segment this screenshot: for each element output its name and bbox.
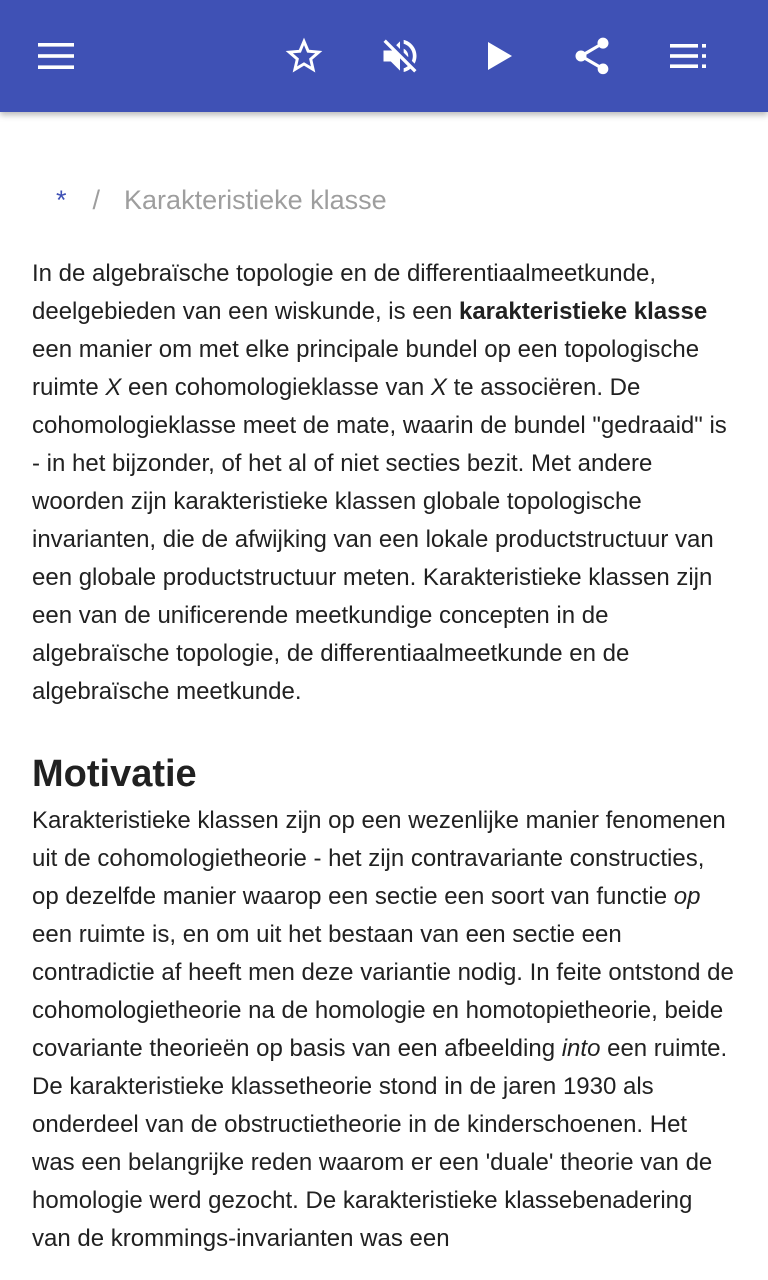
intro-text-4: te associëren. De cohomologieklasse meet de mate, waarin de bundel "gedraaid" is - in het bijzonder, of het al of niet secties bezit. Met andere woorden zijn karakteristieke klassen globale topologische invarianten, die de afwijking van een lokale productstructuur van een globale productstructuur meten. Karakteristieke klassen zijn een van de unificerende meetkundige concepten in de algebraïsche topologie, de differentiaalmeetkunde en de algebraïsche meetkunde. (32, 374, 727, 705)
math-x-1: X (105, 374, 122, 401)
menu-icon (36, 40, 76, 72)
share-button[interactable] (560, 24, 624, 88)
favorite-button[interactable] (272, 24, 336, 88)
section-heading-motivatie: Motivatie (32, 753, 197, 795)
intro-text-3: een cohomologieklasse van (121, 374, 431, 401)
italic-into: into (561, 1035, 601, 1062)
star-icon (282, 34, 326, 78)
breadcrumb-separator: / (92, 185, 101, 215)
toc-icon (668, 41, 708, 71)
italic-op: op (673, 883, 701, 910)
motivatie-paragraph (32, 802, 736, 1258)
motivatie-text-1: Karakteristieke klassen zijn op een wezenlijke manier fenomenen uit de cohomologietheorie - het zijn contravariante constructies, op dezelfde manier waarop een sectie een soort van functie (32, 807, 726, 910)
intro-text-1: In de algebraïsche topologie en de differentiaalmeetkunde, deelgebieden van een wiskunde, is een (32, 260, 657, 325)
contents-button[interactable] (656, 24, 720, 88)
breadcrumb-home-link[interactable]: * (56, 185, 67, 215)
term-karakteristieke-klasse: karakteristieke klasse (458, 298, 708, 325)
motivatie-text-2: een ruimte is, en om uit het bestaan van een sectie een contradictie af heeft men deze variantie nodig. In feite ontstond de cohomologietheorie na de homologie en homotopietheorie, beide covariante theorieën op basis van een afbeelding (32, 921, 734, 1062)
share-icon (570, 34, 614, 78)
play-button[interactable] (466, 24, 530, 88)
menu-button[interactable] (24, 24, 88, 88)
math-x-2: X (430, 374, 447, 401)
article-content (0, 112, 768, 1280)
breadcrumb (56, 182, 387, 218)
motivatie-text-3: een ruimte. De karakteristieke klassetheorie stond in de jaren 1930 als onderdeel van de obstructietheorie in de kinderschoenen. Het was een belangrijke reden waarom er een 'duale' theorie van de homologie werd gezocht. De karakteristieke klassebenadering van de krommings-invarianten was een (32, 1035, 728, 1252)
app-toolbar (0, 0, 768, 112)
intro-paragraph (32, 255, 736, 711)
volume-off-icon (378, 34, 422, 78)
breadcrumb-current: Karakteristieke klasse (124, 185, 387, 215)
mute-button[interactable] (368, 24, 432, 88)
play-icon (480, 38, 516, 74)
intro-text-2: een manier om met elke principale bundel op een topologische ruimte (32, 336, 700, 401)
